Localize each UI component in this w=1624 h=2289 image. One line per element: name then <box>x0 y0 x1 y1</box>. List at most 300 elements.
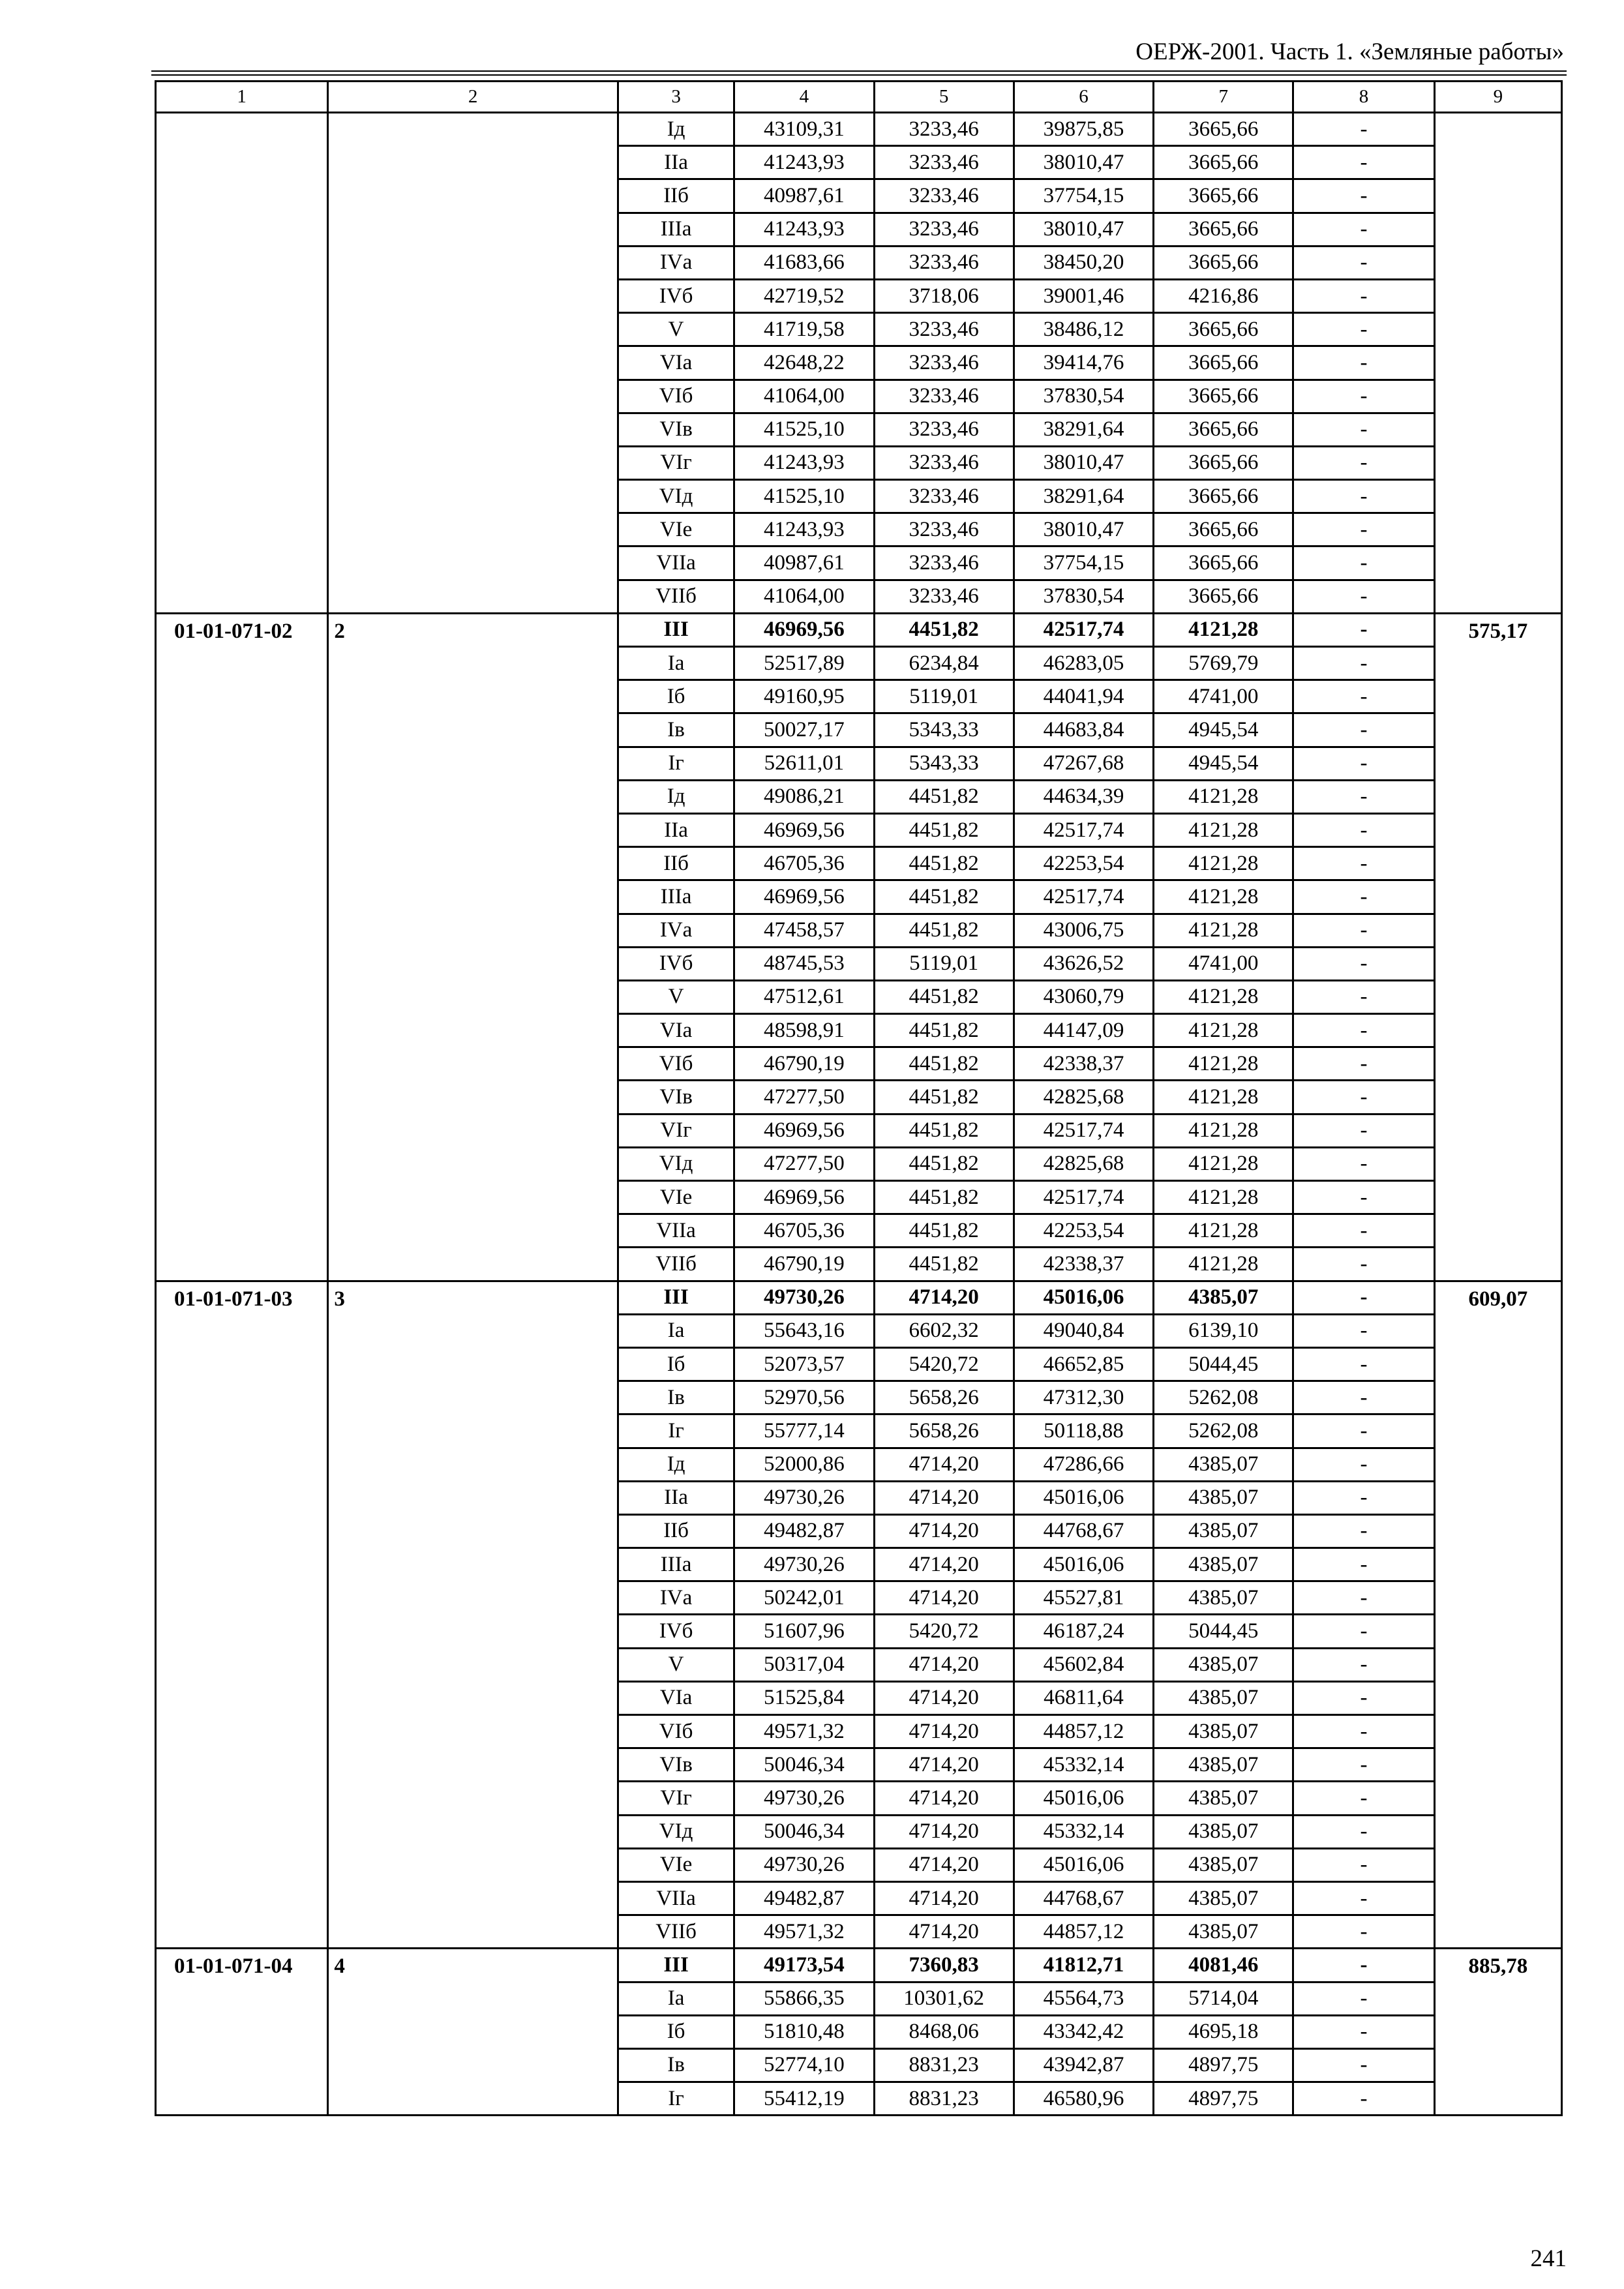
table-cell: - <box>1293 813 1434 846</box>
table-cell: VIе <box>618 1848 734 1881</box>
table-cell: 3665,66 <box>1154 480 1293 513</box>
table-cell: 5420,72 <box>874 1615 1014 1648</box>
table-cell: - <box>1293 1381 1434 1414</box>
table-cell: VIIа <box>618 1881 734 1915</box>
table-cell: 52517,89 <box>734 647 874 680</box>
table-cell: VIIа <box>618 546 734 580</box>
table-cell: - <box>1293 1815 1434 1848</box>
table-cell: - <box>1293 446 1434 479</box>
table-cell: VIIа <box>618 1214 734 1248</box>
header-rule <box>151 74 1567 76</box>
table-cell: VIв <box>618 413 734 446</box>
table-cell: IIа <box>618 146 734 179</box>
column-numbers-row <box>156 82 1562 113</box>
table-cell: - <box>1293 947 1434 980</box>
rate-code: 01-01-071-02 <box>156 613 328 1281</box>
table-cell: 6139,10 <box>1154 1314 1293 1347</box>
table-cell: 42253,54 <box>1014 847 1153 880</box>
table-cell: IVб <box>618 1615 734 1648</box>
table-cell: - <box>1293 480 1434 513</box>
table-cell: 44147,09 <box>1014 1014 1153 1047</box>
table-cell: 5119,01 <box>874 947 1014 980</box>
table-cell: 47267,68 <box>1014 747 1153 780</box>
table-cell: 45527,81 <box>1014 1581 1153 1615</box>
table-cell: - <box>1293 1448 1434 1481</box>
table-cell: 3233,46 <box>874 113 1014 146</box>
table-cell: - <box>1293 1114 1434 1147</box>
table-cell: VIб <box>618 1047 734 1081</box>
table-cell: 5044,45 <box>1154 1347 1293 1381</box>
table-cell: Iв <box>618 713 734 747</box>
table-cell: - <box>1293 1081 1434 1114</box>
table-cell: 4121,28 <box>1154 914 1293 947</box>
table-cell: IIIа <box>618 880 734 914</box>
table-cell: 4714,20 <box>874 1815 1014 1848</box>
table-cell: Iв <box>618 2048 734 2082</box>
table-cell: 48598,91 <box>734 1014 874 1047</box>
table-cell: 4121,28 <box>1154 1081 1293 1114</box>
rate-total: 609,07 <box>1434 1281 1561 1949</box>
table-cell: VIа <box>618 1681 734 1714</box>
table-cell: 4385,07 <box>1154 1481 1293 1514</box>
table-cell: 42517,74 <box>1014 880 1153 914</box>
table-cell: 47286,66 <box>1014 1448 1153 1481</box>
group-header-row <box>156 1281 1562 1314</box>
table-cell: 3233,46 <box>874 246 1014 279</box>
table-cell: - <box>1293 179 1434 213</box>
table-cell: 49571,32 <box>734 1715 874 1748</box>
table-cell: 4714,20 <box>874 1581 1014 1615</box>
table-cell: - <box>1293 413 1434 446</box>
table-cell: 5420,72 <box>874 1347 1014 1381</box>
table-cell: IVа <box>618 914 734 947</box>
table-cell: VIд <box>618 1147 734 1180</box>
table-cell: 4385,07 <box>1154 1548 1293 1581</box>
table-cell: 3665,66 <box>1154 313 1293 346</box>
table-cell: 38010,47 <box>1014 446 1153 479</box>
table-cell: 8468,06 <box>874 2015 1014 2048</box>
table-cell: 55412,19 <box>734 2082 874 2116</box>
table-cell: Iд <box>618 780 734 813</box>
table-cell: 46705,36 <box>734 847 874 880</box>
table-cell: 47458,57 <box>734 914 874 947</box>
table-cell: IIб <box>618 847 734 880</box>
table-cell: 4385,07 <box>1154 1748 1293 1782</box>
table-cell: III <box>618 613 734 646</box>
table-cell: 50027,17 <box>734 713 874 747</box>
table-cell: 47512,61 <box>734 980 874 1013</box>
table-cell: - <box>1293 279 1434 312</box>
table-cell: 5343,33 <box>874 713 1014 747</box>
table-cell: 4121,28 <box>1154 1147 1293 1180</box>
table-cell: 45332,14 <box>1014 1815 1153 1848</box>
table-cell: - <box>1293 880 1434 914</box>
table-cell: 37830,54 <box>1014 580 1153 613</box>
table-cell: 5119,01 <box>874 680 1014 713</box>
table-cell: V <box>618 1648 734 1681</box>
table-cell: IVб <box>618 279 734 312</box>
table-cell: 4451,82 <box>874 1114 1014 1147</box>
table-cell: 4451,82 <box>874 847 1014 880</box>
table-cell: VIг <box>618 1114 734 1147</box>
rate-name: 4 <box>328 1949 618 2116</box>
table-cell: - <box>1293 380 1434 413</box>
table-cell: 3665,66 <box>1154 413 1293 446</box>
table-cell: 52073,57 <box>734 1347 874 1381</box>
table-cell: 37754,15 <box>1014 546 1153 580</box>
table-cell: 41243,93 <box>734 213 874 246</box>
table-cell: 3665,66 <box>1154 113 1293 146</box>
table-cell: 43626,52 <box>1014 947 1153 980</box>
table-cell: 40987,61 <box>734 546 874 580</box>
table-cell: 49086,21 <box>734 780 874 813</box>
table-cell: 46811,64 <box>1014 1681 1153 1714</box>
table-cell: - <box>1293 546 1434 580</box>
empty-name-cell <box>328 113 618 614</box>
table-cell: 41243,93 <box>734 513 874 546</box>
table-cell: 41243,93 <box>734 446 874 479</box>
table-cell: 4121,28 <box>1154 1014 1293 1047</box>
header-rule <box>151 70 1567 72</box>
table-cell: 4695,18 <box>1154 2015 1293 2048</box>
table-cell: 4451,82 <box>874 1147 1014 1180</box>
table-cell: 52000,86 <box>734 1448 874 1481</box>
table-cell: Iд <box>618 113 734 146</box>
table-cell: 4945,54 <box>1154 713 1293 747</box>
table-cell: - <box>1293 980 1434 1013</box>
table-cell: VIг <box>618 446 734 479</box>
table-cell: 41243,93 <box>734 146 874 179</box>
table-cell: IIIа <box>618 1548 734 1581</box>
table-cell: 4451,82 <box>874 813 1014 846</box>
column-number: 4 <box>734 82 874 113</box>
table-cell: 5658,26 <box>874 1381 1014 1414</box>
table-cell: 4385,07 <box>1154 1715 1293 1748</box>
table-cell: 46705,36 <box>734 1214 874 1248</box>
table-cell: - <box>1293 1047 1434 1081</box>
table-cell: 49730,26 <box>734 1848 874 1881</box>
table-cell: 51525,84 <box>734 1681 874 1714</box>
table-cell: 55643,16 <box>734 1314 874 1347</box>
table-cell: 38291,64 <box>1014 480 1153 513</box>
table-cell: 55866,35 <box>734 1982 874 2015</box>
table-cell: 3233,46 <box>874 146 1014 179</box>
table-cell: VIв <box>618 1748 734 1782</box>
table-cell: 49482,87 <box>734 1514 874 1548</box>
table-cell: - <box>1293 1715 1434 1748</box>
table-cell: 10301,62 <box>874 1982 1014 2015</box>
table-cell: - <box>1293 2082 1434 2116</box>
column-number: 3 <box>618 82 734 113</box>
table-cell: IIб <box>618 179 734 213</box>
table-cell: 41525,10 <box>734 413 874 446</box>
table-cell: 4385,07 <box>1154 1881 1293 1915</box>
table-cell: VIа <box>618 1014 734 1047</box>
table-cell: 42719,52 <box>734 279 874 312</box>
table-cell: 42517,74 <box>1014 1114 1153 1147</box>
table-cell: Iд <box>618 1448 734 1481</box>
table-cell: VIе <box>618 513 734 546</box>
rate-total: 885,78 <box>1434 1949 1561 2116</box>
column-number: 5 <box>874 82 1014 113</box>
table-cell: 46187,24 <box>1014 1615 1153 1648</box>
table-cell: 4451,82 <box>874 1081 1014 1114</box>
table-cell: 3665,66 <box>1154 546 1293 580</box>
table-cell: - <box>1293 1514 1434 1548</box>
table-cell: Iг <box>618 747 734 780</box>
table-cell: 43109,31 <box>734 113 874 146</box>
empty-total-cell <box>1434 113 1561 614</box>
table-cell: - <box>1293 513 1434 546</box>
group-header-row <box>156 613 1562 646</box>
table-cell: 45016,06 <box>1014 1281 1153 1314</box>
table-cell: 44634,39 <box>1014 780 1153 813</box>
table-cell: 46969,56 <box>734 1114 874 1147</box>
table-cell: 4121,28 <box>1154 613 1293 646</box>
table-cell: 4121,28 <box>1154 880 1293 914</box>
table-cell: 3665,66 <box>1154 380 1293 413</box>
table-cell: Iб <box>618 680 734 713</box>
table-cell: 42253,54 <box>1014 1214 1153 1248</box>
table-cell: 49160,95 <box>734 680 874 713</box>
table-cell: - <box>1293 1214 1434 1248</box>
table-cell: 43006,75 <box>1014 914 1153 947</box>
empty-code-cell <box>156 113 328 614</box>
table-cell: 4121,28 <box>1154 1181 1293 1214</box>
table-cell: 45564,73 <box>1014 1982 1153 2015</box>
table-cell: 4121,28 <box>1154 780 1293 813</box>
table-cell: 42517,74 <box>1014 613 1153 646</box>
table-cell: 42825,68 <box>1014 1081 1153 1114</box>
column-number: 2 <box>328 82 618 113</box>
table-cell: 4121,28 <box>1154 980 1293 1013</box>
table-cell: 50046,34 <box>734 1815 874 1848</box>
table-cell: 42825,68 <box>1014 1147 1153 1180</box>
table-cell: - <box>1293 1414 1434 1448</box>
table-cell: 4385,07 <box>1154 1281 1293 1314</box>
page-number: 241 <box>1530 2245 1567 2272</box>
table-cell: - <box>1293 1481 1434 1514</box>
table-cell: 4897,75 <box>1154 2082 1293 2116</box>
table-cell: 45016,06 <box>1014 1481 1153 1514</box>
table-cell: 40987,61 <box>734 179 874 213</box>
table-cell: 41812,71 <box>1014 1949 1153 1982</box>
table-cell: 4714,20 <box>874 1681 1014 1714</box>
table-cell: 4451,82 <box>874 780 1014 813</box>
table-cell: - <box>1293 1548 1434 1581</box>
rate-code: 01-01-071-03 <box>156 1281 328 1949</box>
table-cell: 4451,82 <box>874 980 1014 1013</box>
table-cell: 49730,26 <box>734 1548 874 1581</box>
table-cell: 3665,66 <box>1154 580 1293 613</box>
table-cell: 4451,82 <box>874 1047 1014 1081</box>
table-cell: - <box>1293 1014 1434 1047</box>
table-cell: - <box>1293 1681 1434 1714</box>
table-cell: 4714,20 <box>874 1448 1014 1481</box>
table-cell: 49571,32 <box>734 1915 874 1949</box>
table-cell: 3233,46 <box>874 580 1014 613</box>
group-header-row <box>156 1949 1562 1982</box>
table-cell: 50242,01 <box>734 1581 874 1615</box>
table-cell: 45602,84 <box>1014 1648 1153 1681</box>
table-cell: - <box>1293 213 1434 246</box>
table-cell: 50046,34 <box>734 1748 874 1782</box>
table-cell: 4385,07 <box>1154 1681 1293 1714</box>
table-cell: Iг <box>618 1414 734 1448</box>
table-cell: 42338,37 <box>1014 1248 1153 1281</box>
table-cell: IIа <box>618 1481 734 1514</box>
table-cell: 39001,46 <box>1014 279 1153 312</box>
table-cell: 3233,46 <box>874 446 1014 479</box>
table-cell: 6602,32 <box>874 1314 1014 1347</box>
table-cell: VIд <box>618 480 734 513</box>
table-cell: VIIб <box>618 1248 734 1281</box>
table-cell: VIа <box>618 346 734 380</box>
table-cell: 49730,26 <box>734 1481 874 1514</box>
table-cell: Iг <box>618 2082 734 2116</box>
table-cell: VIб <box>618 1715 734 1748</box>
table-cell: 6234,84 <box>874 647 1014 680</box>
table-cell: 4714,20 <box>874 1715 1014 1748</box>
table-cell: V <box>618 313 734 346</box>
table-cell: 3665,66 <box>1154 346 1293 380</box>
table-cell: 4385,07 <box>1154 1915 1293 1949</box>
column-number: 6 <box>1014 82 1153 113</box>
table-cell: Iа <box>618 647 734 680</box>
page-header-title: ОЕРЖ-2001. Часть 1. «Земляные работы» <box>1135 38 1564 65</box>
table-cell: 3233,46 <box>874 513 1014 546</box>
table-cell: 4451,82 <box>874 914 1014 947</box>
table-cell: 52970,56 <box>734 1381 874 1414</box>
table-cell: 50317,04 <box>734 1648 874 1681</box>
table-cell: 42338,37 <box>1014 1047 1153 1081</box>
table-cell: 3665,66 <box>1154 213 1293 246</box>
table-cell: - <box>1293 647 1434 680</box>
table-cell: - <box>1293 1147 1434 1180</box>
table-cell: 44857,12 <box>1014 1715 1153 1748</box>
table-cell: 4216,86 <box>1154 279 1293 312</box>
table-cell: - <box>1293 1314 1434 1347</box>
table-cell: - <box>1293 780 1434 813</box>
table-cell: 37830,54 <box>1014 380 1153 413</box>
rate-total: 575,17 <box>1434 613 1561 1281</box>
table-cell: 46580,96 <box>1014 2082 1153 2116</box>
table-cell: 51607,96 <box>734 1615 874 1648</box>
table-cell: III <box>618 1281 734 1314</box>
column-number: 1 <box>156 82 328 113</box>
table-cell: - <box>1293 1248 1434 1281</box>
table-cell: 4714,20 <box>874 1648 1014 1681</box>
table-cell: 44041,94 <box>1014 680 1153 713</box>
table-cell: 4385,07 <box>1154 1782 1293 1815</box>
table-cell: - <box>1293 1347 1434 1381</box>
table-cell: 4451,82 <box>874 1248 1014 1281</box>
table-cell: 4714,20 <box>874 1548 1014 1581</box>
table-cell: 43942,87 <box>1014 2048 1153 2082</box>
table-cell: 38010,47 <box>1014 146 1153 179</box>
table-cell: 4451,82 <box>874 1014 1014 1047</box>
table-cell: 41683,66 <box>734 246 874 279</box>
table-cell: 3665,66 <box>1154 246 1293 279</box>
table-cell: 3665,66 <box>1154 146 1293 179</box>
table-cell: - <box>1293 146 1434 179</box>
table-cell: 7360,83 <box>874 1949 1014 1982</box>
table-cell: 4714,20 <box>874 1281 1014 1314</box>
rate-name: 3 <box>328 1281 618 1949</box>
table-cell: 42517,74 <box>1014 1181 1153 1214</box>
table-cell: 5262,08 <box>1154 1381 1293 1414</box>
table-cell: - <box>1293 113 1434 146</box>
table-cell: Iв <box>618 1381 734 1414</box>
table-cell: VIд <box>618 1815 734 1848</box>
table-cell: 3233,46 <box>874 480 1014 513</box>
table-cell: - <box>1293 1782 1434 1815</box>
table-cell: VIIб <box>618 1915 734 1949</box>
table-cell: - <box>1293 1581 1434 1615</box>
table-cell: 4741,00 <box>1154 947 1293 980</box>
table-cell: 4714,20 <box>874 1848 1014 1881</box>
table-cell: 8831,23 <box>874 2048 1014 2082</box>
table-cell: 3665,66 <box>1154 513 1293 546</box>
table-cell: Iб <box>618 2015 734 2048</box>
table-cell: 4451,82 <box>874 613 1014 646</box>
table-cell: IIб <box>618 1514 734 1548</box>
table-cell: 3665,66 <box>1154 446 1293 479</box>
table-cell: 49040,84 <box>1014 1314 1153 1347</box>
table-cell: 38450,20 <box>1014 246 1153 279</box>
table-cell: 3718,06 <box>874 279 1014 312</box>
table-cell: 46790,19 <box>734 1248 874 1281</box>
table-cell: 44768,67 <box>1014 1514 1153 1548</box>
table-cell: 52611,01 <box>734 747 874 780</box>
table-cell: 3233,46 <box>874 346 1014 380</box>
table-cell: - <box>1293 346 1434 380</box>
table-cell: 4714,20 <box>874 1514 1014 1548</box>
table-cell: 49173,54 <box>734 1949 874 1982</box>
table-cell: - <box>1293 1648 1434 1681</box>
table-cell: 45016,06 <box>1014 1782 1153 1815</box>
table-cell: - <box>1293 1615 1434 1648</box>
table-cell: 4714,20 <box>874 1915 1014 1949</box>
rates-table <box>155 80 1563 2116</box>
table-cell: 41719,58 <box>734 313 874 346</box>
table-cell: 8831,23 <box>874 2082 1014 2116</box>
table-cell: 46652,85 <box>1014 1347 1153 1381</box>
table-cell: IIа <box>618 813 734 846</box>
column-number: 9 <box>1434 82 1561 113</box>
table-cell: - <box>1293 246 1434 279</box>
table-cell: 51810,48 <box>734 2015 874 2048</box>
table-cell: 4121,28 <box>1154 1047 1293 1081</box>
table-cell: 47277,50 <box>734 1147 874 1180</box>
table-cell: 45016,06 <box>1014 1548 1153 1581</box>
table-cell: 41064,00 <box>734 380 874 413</box>
table-cell: 39875,85 <box>1014 113 1153 146</box>
table-cell: 5343,33 <box>874 747 1014 780</box>
table-cell: - <box>1293 580 1434 613</box>
table-cell: 4121,28 <box>1154 813 1293 846</box>
table-cell: 4451,82 <box>874 1181 1014 1214</box>
table-cell: - <box>1293 1915 1434 1949</box>
rate-code: 01-01-071-04 <box>156 1949 328 2116</box>
table-cell: 4385,07 <box>1154 1514 1293 1548</box>
table-cell: 41064,00 <box>734 580 874 613</box>
table-cell: 4741,00 <box>1154 680 1293 713</box>
table-cell: 4121,28 <box>1154 1114 1293 1147</box>
table-cell: 44683,84 <box>1014 713 1153 747</box>
table-row <box>156 113 1562 146</box>
table-cell: 46969,56 <box>734 613 874 646</box>
